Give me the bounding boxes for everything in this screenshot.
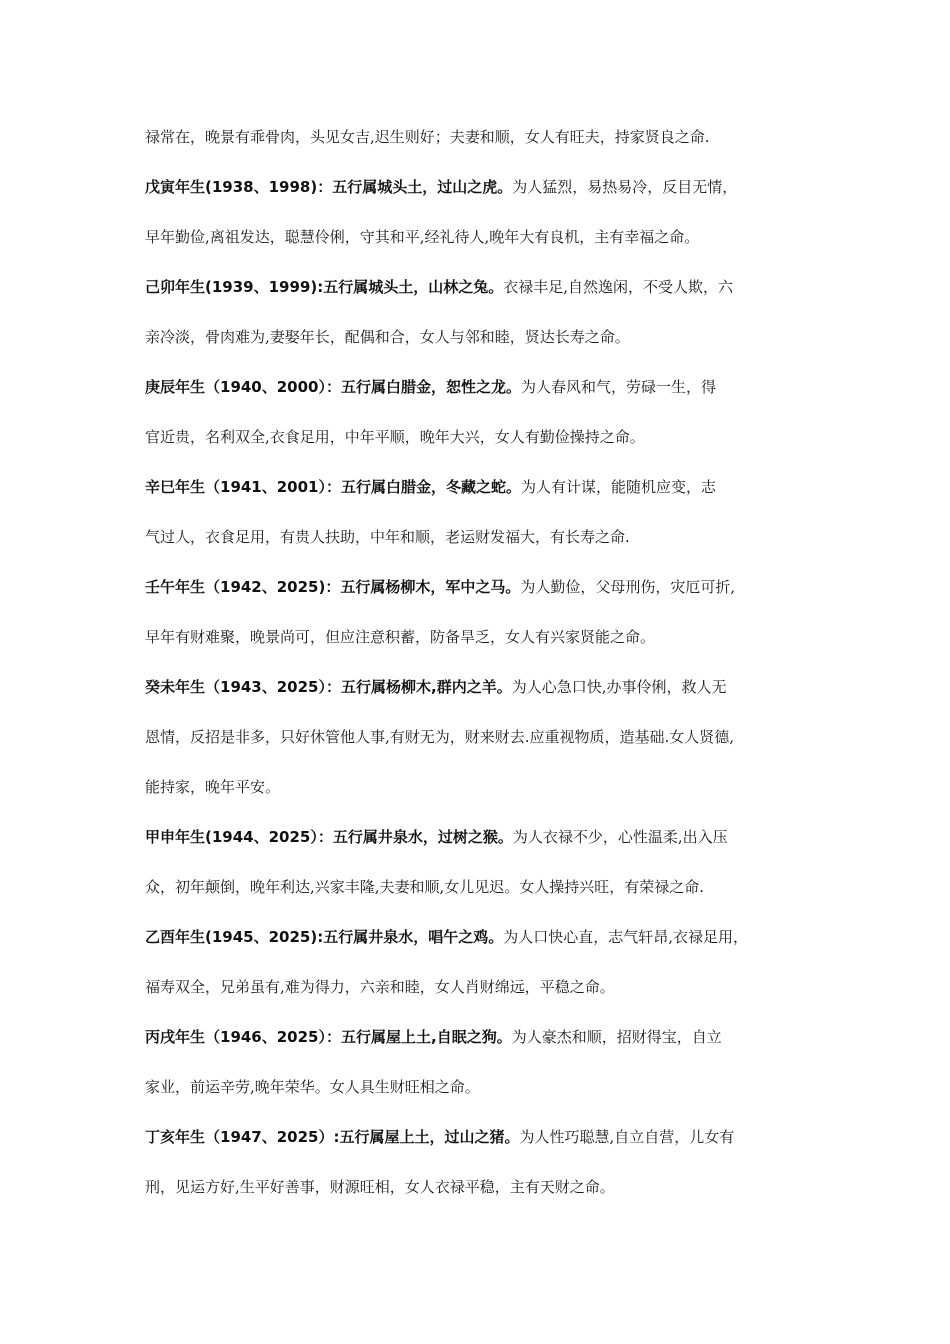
zodiac-description: 刑，见运方好,生平好善事，财源旺相，女人衣禄平稳，主有天财之命。 — [145, 1178, 615, 1196]
zodiac-description: 为人性巧聪慧,自立自营，儿女有 — [519, 1128, 735, 1146]
text-line-2 — [145, 170, 815, 220]
text-line-5 — [145, 320, 815, 370]
zodiac-description: 早年勤俭,离祖发达，聪慧伶俐，守其和平,经礼待人,晚年大有良机，主有幸福之命。 — [145, 228, 700, 246]
zodiac-description: 恩情，反招是非多，只好休管他人事,有财无为，财来财去.应重视物质，造基础.女人贤德, — [145, 728, 735, 746]
text-line-16 — [145, 870, 815, 920]
zodiac-heading: 丙戌年生（1946、2025）：五行属屋上土,自眠之狗。 — [145, 1028, 512, 1046]
zodiac-description: 为人心急口快,办事伶俐，救人无 — [511, 678, 727, 696]
zodiac-heading: 乙酉年生(1945、2025):五行属井泉水，唱午之鸡。 — [145, 928, 504, 946]
text-line-3 — [145, 220, 815, 270]
zodiac-description: 为人口快心直，志气轩昂,衣禄足用， — [503, 928, 748, 946]
text-line-8 — [145, 470, 815, 520]
text-line-13 — [145, 720, 815, 770]
zodiac-heading: 癸未年生（1943、2025）：五行属杨柳木,群内之羊。 — [145, 678, 512, 696]
zodiac-description: 亲冷淡，骨肉难为,妻娶年长，配偶和合，女人与邻和睦，贤达长寿之命。 — [145, 328, 630, 346]
zodiac-heading: 甲申年生(1944、2025）：五行属井泉水，过树之猴。 — [145, 828, 513, 846]
text-line-20 — [145, 1070, 815, 1120]
zodiac-description: 禄常在，晚景有乖骨肉，头见女吉,迟生则好；夫妻和顺，女人有旺夫，持家贤良之命. — [145, 128, 710, 146]
text-line-10 — [145, 570, 815, 620]
zodiac-description: 为人有计谋，能随机应变，志 — [521, 478, 717, 496]
zodiac-description: 众，初年颠倒，晚年利达,兴家丰隆,夫妻和顺,女儿见迟。女人操持兴旺，有荣禄之命. — [145, 878, 705, 896]
text-line-11 — [145, 620, 815, 670]
zodiac-heading: 丁亥年生（1947、2025）:五行属屋上土，过山之猪。 — [145, 1128, 520, 1146]
text-line-6 — [145, 370, 815, 420]
zodiac-description: 官近贵，名利双全,衣食足用，中年平顺，晚年大兴，女人有勤俭操持之命。 — [145, 428, 645, 446]
zodiac-description: 早年有财难聚，晚景尚可，但应注意积蓄，防备旱乏，女人有兴家贤能之命。 — [145, 628, 656, 646]
text-line-1 — [145, 120, 815, 170]
text-line-9 — [145, 520, 815, 570]
text-line-7 — [145, 420, 815, 470]
text-line-15 — [145, 820, 815, 870]
text-line-17 — [145, 920, 815, 970]
zodiac-description: 为人衣禄不少，心性温柔,出入压 — [512, 828, 728, 846]
text-line-19 — [145, 1020, 815, 1070]
zodiac-heading: 庚辰年生（1940、2000）：五行属白腊金，恕性之龙。 — [145, 378, 521, 396]
zodiac-heading: 己卯年生(1939、1999):五行属城头土，山林之兔。 — [145, 278, 504, 296]
zodiac-description: 为人豪杰和顺，招财得宝，自立 — [511, 1028, 722, 1046]
zodiac-description: 为人春风和气，劳碌一生，得 — [521, 378, 717, 396]
text-line-21 — [145, 1120, 815, 1170]
text-line-14 — [145, 770, 815, 820]
zodiac-description: 能持家，晚年平安。 — [145, 778, 281, 796]
zodiac-heading: 戊寅年生(1938、1998)：五行属城头土，过山之虎。 — [145, 178, 513, 196]
document-body — [145, 120, 815, 1220]
zodiac-description: 为人猛烈，易热易冷，反目无情， — [512, 178, 738, 196]
zodiac-heading: 辛巳年生（1941、2001）：五行属白腊金，冬藏之蛇。 — [145, 478, 521, 496]
zodiac-description: 衣禄丰足,自然逸闲，不受人欺，六 — [503, 278, 733, 296]
zodiac-description: 气过人，衣食足用，有贵人扶助，中年和顺，老运财发福大，有长寿之命. — [145, 528, 630, 546]
zodiac-heading: 壬午年生（1942、2025)：五行属杨柳木，军中之马。 — [145, 578, 521, 596]
zodiac-description: 家业，前运辛劳,晚年荣华。女人具生财旺相之命。 — [145, 1078, 480, 1096]
text-line-18 — [145, 970, 815, 1020]
text-line-4 — [145, 270, 815, 320]
text-line-22 — [145, 1170, 815, 1220]
zodiac-description: 福寿双全，兄弟虽有,难为得力，六亲和睦，女人肖财绵远，平稳之命。 — [145, 978, 615, 996]
zodiac-description: 为人勤俭，父母刑伤，灾厄可折, — [520, 578, 736, 596]
text-line-12 — [145, 670, 815, 720]
